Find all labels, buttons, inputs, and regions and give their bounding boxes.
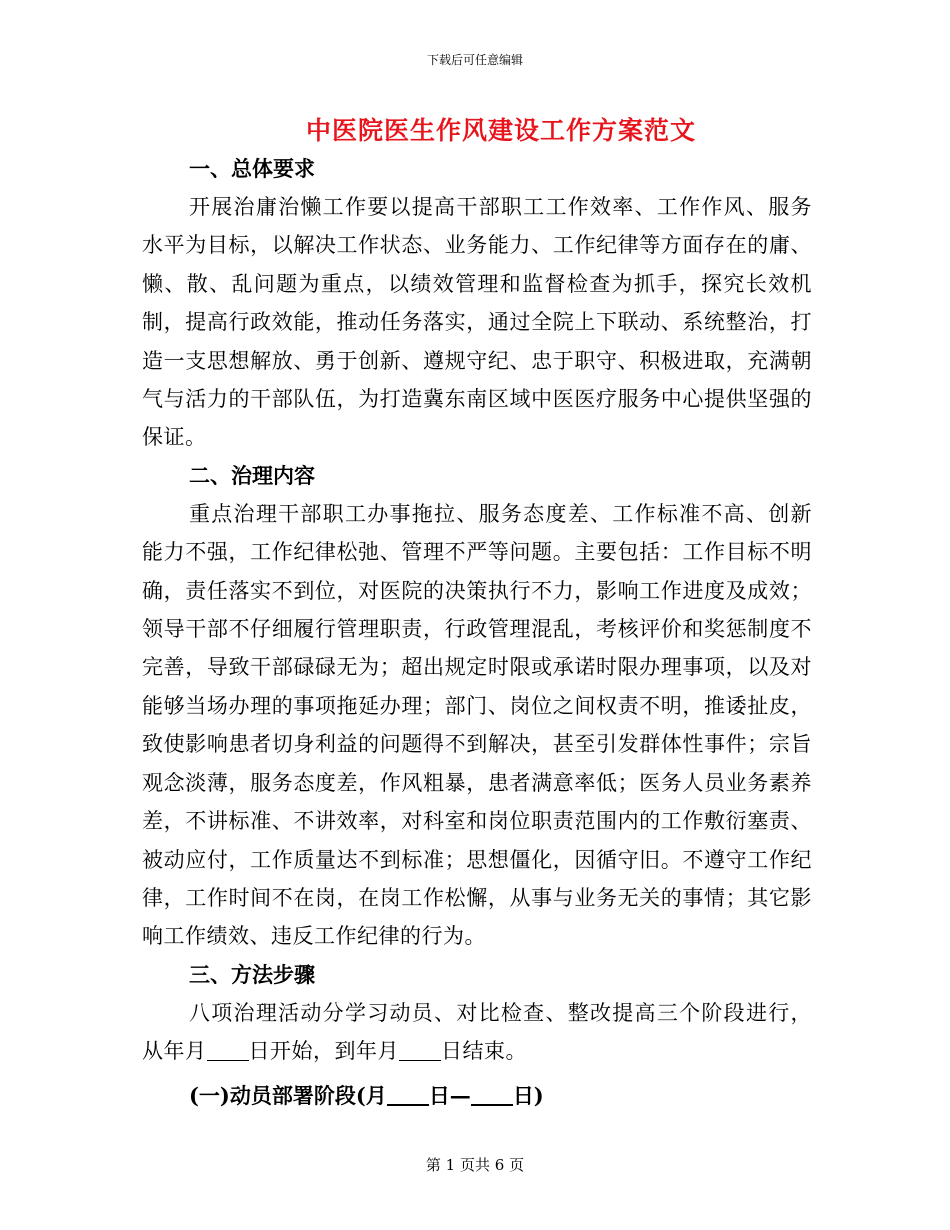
section-heading-general-requirements: 一、总体要求 [189, 156, 315, 181]
blank-underline [471, 1083, 513, 1106]
paragraph-general-requirements: 开展治庸治懒工作要以提高干部职工工作效率、工作作风、服务水平为目标，以解决工作状态、业务能力、工作纪律等方面存在的庸、懒、散、乱问题为重点，以绩效管理和监督检查为抓手，探究长效机制，提高行政效能，推动任务落实，通过全院上下联动、系统整治，打造一支思想解放、勇于创新、遵规守纪、忠于职守、积极进取，充满朝气与活力的干部队伍，为打造冀东南区域中医医疗服务中心提供坚强的保证。 [142, 195, 812, 450]
section-heading-governance-content: 二、治理内容 [189, 462, 315, 488]
method-text-end: 日结束。 [441, 1039, 527, 1064]
document-body [142, 150, 812, 1115]
stage-heading-mobilization [142, 1077, 812, 1115]
document-title: 中医院医生作风建设工作方案范文 [305, 116, 696, 145]
blank-underline [399, 1039, 441, 1061]
page-header: 下载后可任意编辑 [426, 53, 523, 67]
blank-underline [207, 1039, 249, 1061]
blank-underline [387, 1083, 429, 1106]
stage-text-middle: 日— [428, 1082, 471, 1108]
section-heading-method-steps: 三、方法步骤 [189, 961, 315, 987]
method-text-start: 八项治理活动分学习动员、对比检查、整改提高三个阶段进行，从年月 [142, 1000, 812, 1064]
method-text-middle: 日开始，到年月 [248, 1039, 399, 1064]
stage-text-end: 日) [512, 1082, 544, 1108]
stage-text-start: (一)动员部署阶段(月 [189, 1082, 387, 1108]
paragraph-governance-content: 重点治理干部职工办事拖拉、服务态度差、工作标准不高、创新能力不强，工作纪律松弛、管理不严等问题。主要包括：工作目标不明确，责任落实不到位，对医院的决策执行不力，影响工作进度及成效；领导干部不仔细履行管理职责，行政管理混乱，考核评价和奖惩制度不完善，导致干部碌碌无为；超出规定时限或承诺时限办理事项，以及对能够当场办理的事项拖延办理；部门、岗位之间权责不明，推诿扯皮，致使影响患者切身利益的问题得不到解决，甚至引发群体性事件；宗旨观念淡薄，服务态度差，作风粗暴，患者满意率低；医务人员业务素养差，不讲标准、不讲效率，对科室和岗位职责范围内的工作敷衍塞责、被动应付，工作质量达不到标准；思想僵化，因循守旧。不遵守工作纪律，工作时间不在岗，在岗工作松懈，从事与业务无关的事情；其它影响工作绩效、违反工作纪律的行为。 [142, 501, 812, 949]
paragraph-method-steps [142, 994, 812, 1071]
page-footer: 第 1 页共 6 页 [425, 1156, 525, 1174]
